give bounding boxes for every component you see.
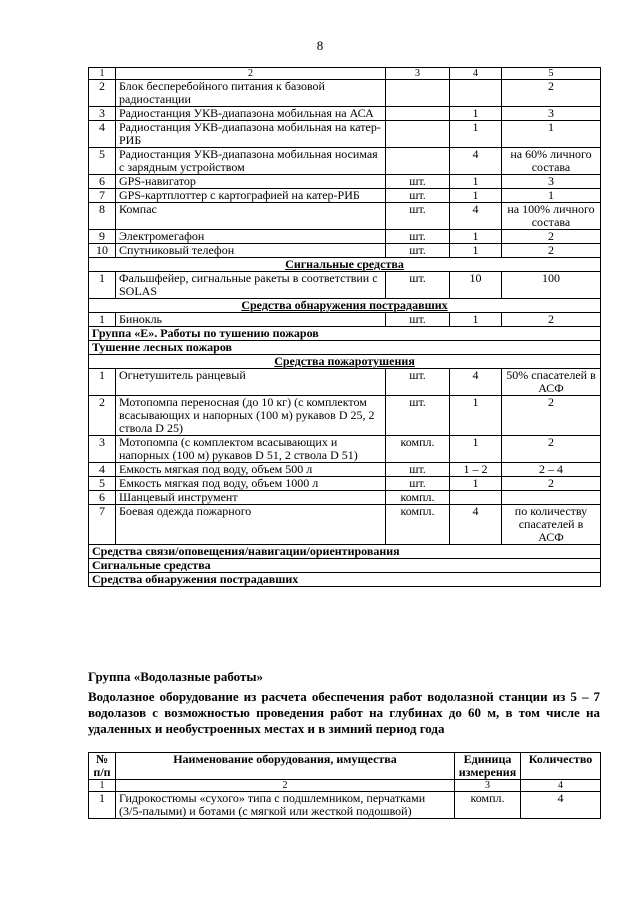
table-cell: 10 (89, 244, 116, 258)
table-cell: шт. (386, 203, 450, 230)
section-heading: Средства обнаружения пострадавших (89, 299, 601, 313)
group-row (89, 545, 601, 559)
table-cell: 100 (502, 272, 601, 299)
table-cell: Шанцевый инструмент (116, 491, 386, 505)
group-row (89, 559, 601, 573)
table-cell: 4 (89, 121, 116, 148)
table-header-row (89, 753, 601, 780)
table-cell: 3 (502, 175, 601, 189)
section-heading: Сигнальные средства (89, 258, 601, 272)
table-row (89, 491, 601, 505)
table-cell: 1 (450, 107, 502, 121)
column-number: 3 (455, 780, 521, 792)
table-cell: 4 (450, 203, 502, 230)
table-cell: 5 (89, 148, 116, 175)
table-cell (386, 148, 450, 175)
column-number: 1 (89, 780, 116, 792)
table-cell: 10 (450, 272, 502, 299)
section-row (89, 355, 601, 369)
table-row (89, 80, 601, 107)
table-cell: 2 (502, 436, 601, 463)
table-row (89, 272, 601, 299)
table-cell: 1 (450, 477, 502, 491)
column-number: 2 (116, 68, 386, 80)
table-cell: 4 (450, 148, 502, 175)
table-cell: 5 (89, 477, 116, 491)
table-cell: 4 (450, 505, 502, 545)
table-cell: 4 (450, 369, 502, 396)
table-cell (450, 80, 502, 107)
column-header: Наименование оборудования, имущества (116, 753, 455, 780)
table-row (89, 313, 601, 327)
column-number: 5 (502, 68, 601, 80)
table-row (89, 792, 601, 819)
column-number: 4 (450, 68, 502, 80)
group-row (89, 327, 601, 341)
table-cell: 2 (502, 230, 601, 244)
table-row (89, 244, 601, 258)
table-cell: 1 (450, 175, 502, 189)
table-cell: 1 (502, 121, 601, 148)
table-cell: Мотопомпа переносная (до 10 кг) (с комплектом всасывающих и напорных (100 м) рукавов D 25, 2 ствола D 25) (116, 396, 386, 436)
table-cell: компл. (386, 491, 450, 505)
table-cell: Блок бесперебойного питания к базовой радиостанции (116, 80, 386, 107)
table-cell: компл. (386, 436, 450, 463)
section-row (89, 299, 601, 313)
table-cell: шт. (386, 396, 450, 436)
table-cell: 50% спасателей в АСФ (502, 369, 601, 396)
table-cell: 8 (89, 203, 116, 230)
table-cell: 3 (502, 107, 601, 121)
table-cell: 3 (89, 436, 116, 463)
table-cell: 1 (450, 436, 502, 463)
table-row (89, 230, 601, 244)
table-cell: Бинокль (116, 313, 386, 327)
table-cell: 1 (450, 396, 502, 436)
table-cell (386, 121, 450, 148)
table-cell: на 60% личного состава (502, 148, 601, 175)
table-row (89, 203, 601, 230)
table-row (89, 107, 601, 121)
table-cell: шт. (386, 230, 450, 244)
group-heading: Средства связи/оповещения/навигации/ориентирования (89, 545, 601, 559)
table-row (89, 148, 601, 175)
table-cell: 2 (502, 396, 601, 436)
table-cell: 6 (89, 491, 116, 505)
table-row (89, 436, 601, 463)
table-row (89, 189, 601, 203)
table-cell: 3 (89, 107, 116, 121)
group-heading: Средства обнаружения пострадавших (89, 573, 601, 587)
table-cell (450, 491, 502, 505)
table-row (89, 463, 601, 477)
table-cell (386, 80, 450, 107)
group-heading: Сигнальные средства (89, 559, 601, 573)
column-number: 4 (521, 780, 601, 792)
group-heading: Группа «Е». Работы по тушению пожаров (89, 327, 601, 341)
table-header-row (89, 68, 601, 80)
column-number-row (89, 780, 601, 792)
table-cell: шт. (386, 175, 450, 189)
table-row (89, 396, 601, 436)
table-row (89, 505, 601, 545)
table-cell: Компас (116, 203, 386, 230)
column-header: Единица измерения (455, 753, 521, 780)
table-cell: 1 – 2 (450, 463, 502, 477)
table-cell: 2 (502, 244, 601, 258)
table-cell: Радиостанция УКВ-диапазона мобильная носимая с зарядным устройством (116, 148, 386, 175)
table-cell: 2 (89, 396, 116, 436)
table-cell: 1 (450, 313, 502, 327)
table-cell: по количеству спасателей в АСФ (502, 505, 601, 545)
table-cell: 1 (450, 244, 502, 258)
column-header: Количество (521, 753, 601, 780)
table-cell: 1 (450, 121, 502, 148)
table-cell: шт. (386, 189, 450, 203)
table-cell: 6 (89, 175, 116, 189)
table-cell: компл. (455, 792, 521, 819)
table-cell: Гидрокостюмы «сухого» типа с подшлемником, перчатками (3/5-палыми) и ботами (с мягкой или жесткой подошвой) (116, 792, 455, 819)
section-heading: Средства пожаротушения (89, 355, 601, 369)
table-cell: Боевая одежда пожарного (116, 505, 386, 545)
table-row (89, 175, 601, 189)
table-cell: 2 (502, 313, 601, 327)
table-cell: GPS-навигатор (116, 175, 386, 189)
table-cell: 7 (89, 505, 116, 545)
table-cell: 4 (521, 792, 601, 819)
table-row (89, 369, 601, 396)
table-cell: Электромегафон (116, 230, 386, 244)
table-cell: 2 – 4 (502, 463, 601, 477)
table-cell: 2 (89, 80, 116, 107)
equipment-table (88, 67, 601, 587)
table-cell: Емкость мягкая под воду, объем 1000 л (116, 477, 386, 491)
table-cell: 1 (450, 230, 502, 244)
table-cell: 4 (89, 463, 116, 477)
table-cell: 1 (450, 189, 502, 203)
table-cell: 1 (89, 313, 116, 327)
table-cell: шт. (386, 369, 450, 396)
table-cell: Спутниковый телефон (116, 244, 386, 258)
table-cell (502, 491, 601, 505)
table-cell: на 100% личного состава (502, 203, 601, 230)
table-cell: шт. (386, 477, 450, 491)
table-cell (386, 107, 450, 121)
group-heading: Тушение лесных пожаров (89, 341, 601, 355)
table-cell: 1 (89, 792, 116, 819)
column-number: 1 (89, 68, 116, 80)
column-number: 3 (386, 68, 450, 80)
table-cell: шт. (386, 244, 450, 258)
table-cell: Мотопомпа (с комплектом всасывающих и напорных (100 м) рукавов D 51, 2 ствола D 51) (116, 436, 386, 463)
column-number: 2 (116, 780, 455, 792)
table-cell: 2 (502, 80, 601, 107)
table-cell: 9 (89, 230, 116, 244)
table-cell: 1 (89, 369, 116, 396)
table-cell: 1 (89, 272, 116, 299)
table-cell: Емкость мягкая под воду, объем 500 л (116, 463, 386, 477)
table-cell: Радиостанция УКВ-диапазона мобильная на катер-РИБ (116, 121, 386, 148)
diving-equipment-table (88, 752, 601, 819)
table-cell: Фальшфейер, сигнальные ракеты в соответствии с SOLAS (116, 272, 386, 299)
column-header: № п/п (89, 753, 116, 780)
table-cell: Радиостанция УКВ-диапазона мобильная на АСА (116, 107, 386, 121)
table-cell: 7 (89, 189, 116, 203)
table-cell: GPS-картплоттер с картографией на катер-РИБ (116, 189, 386, 203)
table-row (89, 121, 601, 148)
table-cell: 2 (502, 477, 601, 491)
table-cell: 1 (502, 189, 601, 203)
table-cell: шт. (386, 463, 450, 477)
table-row (89, 477, 601, 491)
table-cell: компл. (386, 505, 450, 545)
group-row (89, 573, 601, 587)
group-title-diving: Группа «Водолазные работы» (88, 669, 264, 684)
section-row (89, 258, 601, 272)
table-cell: шт. (386, 272, 450, 299)
group-row (89, 341, 601, 355)
group-description-diving: Водолазное оборудование из расчета обеспечения работ водолазной станции из 5 – 7 водолазов с возможностью проведения работ на глубинах до 60 м, в том числе на удаленных и необустроенных местах и в зимний период года (88, 689, 600, 736)
page-number: 8 (316, 38, 324, 53)
table-cell: шт. (386, 313, 450, 327)
table-cell: Огнетушитель ранцевый (116, 369, 386, 396)
